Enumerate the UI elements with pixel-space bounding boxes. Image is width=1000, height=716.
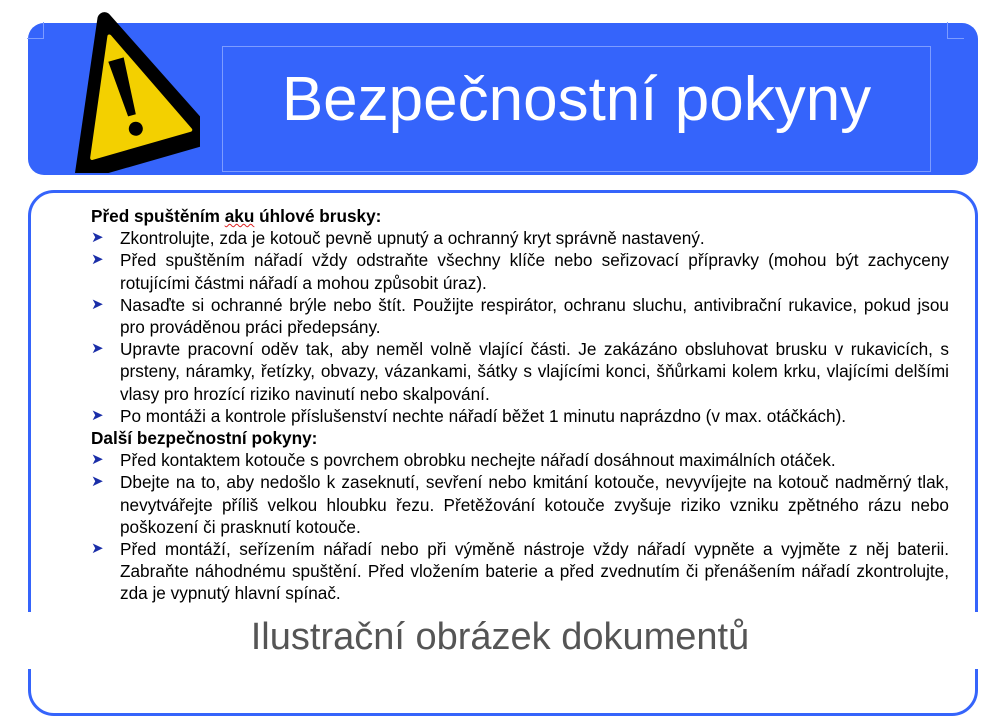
list-item (91, 294, 949, 338)
list-item-text: Po montáži a kontrole příslušenství nechte nářadí běžet 1 minutu naprázdno (v max. otáčkách). (120, 405, 847, 426)
list-item-text: Před kontaktem kotouče s povrchem obrobku nechejte nářadí dosáhnout maximálních otáček. (120, 450, 836, 471)
instructions-text (91, 205, 949, 603)
list-item (91, 227, 949, 249)
title-box (222, 46, 931, 172)
list-item (91, 471, 949, 538)
instruction-list (91, 449, 949, 603)
list-item (91, 449, 949, 471)
instruction-list (91, 227, 949, 427)
bullet-arrow-icon: ➤ (91, 295, 104, 313)
list-item (91, 538, 949, 603)
bullet-arrow-icon: ➤ (91, 540, 104, 558)
list-item (91, 338, 949, 405)
bullet-arrow-icon: ➤ (91, 406, 104, 424)
bullet-arrow-icon: ➤ (91, 229, 104, 247)
bullet-arrow-icon: ➤ (91, 251, 104, 269)
bullet-arrow-icon: ➤ (91, 473, 104, 491)
list-item-text: Před montáží, seřízením nářadí nebo při výměně nástroje vždy nářadí vypněte a vyjměte z něj baterii. Zabraňte náhodnému spuštění. Před vložením baterie a před zvednutím či přenášením nářadí zkontrolujte, zda je vypnutý hlavní spínač. (120, 539, 949, 603)
bullet-arrow-icon: ➤ (91, 340, 104, 358)
list-item-text: Před spuštěním nářadí vždy odstraňte všechny klíče nebo seřizovací přípravky (mohou být zachyceny rotujícími částmi nářadí a mohou způsobit úraz). (120, 250, 949, 293)
list-item-text: Upravte pracovní oděv tak, aby neměl volně vlající části. Je zakázáno obsluhovat brusku v rukavicích, s prsteny, náramky, řetízky, obvazy, vázankami, šátky s vlajícími konci, šňůrkami kolem krku, vlajícími delšími vlasy pro hrozící riziko navinutí nebo skalpování. (120, 339, 949, 404)
list-item (91, 249, 949, 293)
section-heading: Další bezpečnostní pokyny: (91, 428, 318, 449)
bullet-arrow-icon: ➤ (91, 451, 104, 469)
list-item-text: Dbejte na to, aby nedošlo k zaseknutí, sevření nebo kmitání kotouče, nevyvíjejte na kotouč nadměrný tlak, nevytvářejte příliš velkou hloubku řezu. Přetěžování kotouče zvyšuje riziko vzniku zpětného rázu nebo poškození či prasknutí kotouče. (120, 472, 949, 537)
corner-mark (27, 22, 44, 39)
image-caption: Ilustrační obrázek dokumentů (0, 612, 1000, 669)
corner-mark (947, 22, 964, 39)
page-title: Bezpečnostní pokyny (281, 65, 872, 134)
warning-triangle-icon (55, 8, 200, 173)
list-item-text: Nasaďte si ochranné brýle nebo štít. Použijte respirátor, ochranu sluchu, antivibrační rukavice, pokud jsou pro prováděnou práci předepsány. (120, 294, 949, 338)
section-heading: Před spuštěním aku úhlové brusky: (91, 206, 382, 226)
list-item-text: Zkontrolujte, zda je kotouč pevně upnutý a ochranný kryt správně nastavený. (120, 228, 705, 249)
list-item (91, 405, 949, 427)
